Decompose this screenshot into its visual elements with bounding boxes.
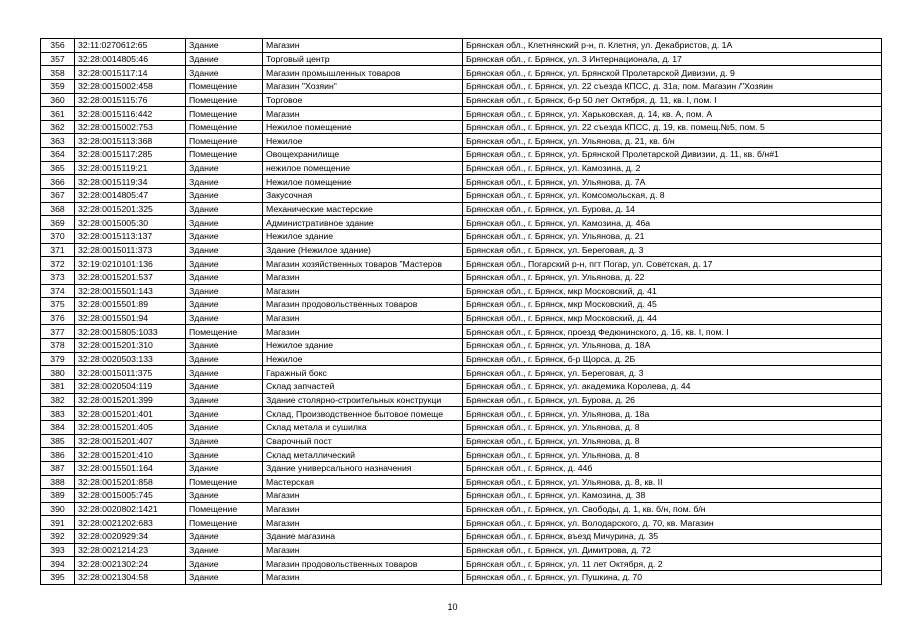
address-cell: Брянская обл., Клетнянский р-н, п. Клетня, ул. Декабристов, д. 1А [463, 39, 882, 53]
row-number-cell: 375 [41, 298, 75, 312]
cadastral-number-cell: 32:28:0015201:399 [75, 393, 186, 407]
row-number-cell: 380 [41, 366, 75, 380]
cadastral-number-cell: 32:19:0210101:136 [75, 257, 186, 271]
table-row [41, 66, 882, 80]
address-cell: Брянская обл., г. Брянск, ул. Димитрова, д. 72 [463, 543, 882, 557]
object-name-cell: Магазин [263, 311, 463, 325]
object-type-cell: Здание [186, 52, 263, 66]
address-cell: Брянская обл., г. Брянск, ул. Ульянова, д. 8, кв. II [463, 475, 882, 489]
object-name-cell: Нежилое [263, 134, 463, 148]
row-number-cell: 374 [41, 284, 75, 298]
object-type-cell: Здание [186, 189, 263, 203]
object-name-cell: Магазин [263, 107, 463, 121]
address-cell: Брянская обл., г. Брянск, ул. Ульянова, д. 22 [463, 270, 882, 284]
row-number-cell: 378 [41, 339, 75, 353]
property-register-table [40, 38, 882, 585]
object-name-cell: Магазин [263, 284, 463, 298]
object-name-cell: Магазин [263, 270, 463, 284]
object-name-cell: Магазин хозяйственных товаров "Мастеров [263, 257, 463, 271]
row-number-cell: 389 [41, 489, 75, 503]
row-number-cell: 394 [41, 557, 75, 571]
cadastral-number-cell: 32:28:0021202:683 [75, 516, 186, 530]
cadastral-number-cell: 32:28:0015201:410 [75, 448, 186, 462]
object-type-cell: Здание [186, 39, 263, 53]
row-number-cell: 358 [41, 66, 75, 80]
address-cell: Брянская обл., г. Брянск, ул. Камозина, д. 2 [463, 161, 882, 175]
table-row [41, 352, 882, 366]
object-type-cell: Здание [186, 530, 263, 544]
address-cell: Брянская обл., г. Брянск, ул. Бурова, д. 14 [463, 202, 882, 216]
cadastral-number-cell: 32:28:0015805:1033 [75, 325, 186, 339]
object-type-cell: Помещение [186, 107, 263, 121]
address-cell: Брянская обл., г. Брянск, мкр Московский, д. 44 [463, 311, 882, 325]
row-number-cell: 360 [41, 93, 75, 107]
address-cell: Брянская обл., г. Брянск, ул. Ульянова, д. 7А [463, 175, 882, 189]
cadastral-number-cell: 32:28:0014805:46 [75, 52, 186, 66]
table-row [41, 530, 882, 544]
object-type-cell: Помещение [186, 120, 263, 134]
cadastral-number-cell: 32:11:0270612:65 [75, 39, 186, 53]
row-number-cell: 356 [41, 39, 75, 53]
table-row [41, 284, 882, 298]
object-type-cell: Помещение [186, 516, 263, 530]
cadastral-number-cell: 32:28:0015113:137 [75, 229, 186, 243]
cadastral-number-cell: 32:28:0020929:34 [75, 530, 186, 544]
row-number-cell: 395 [41, 570, 75, 584]
object-name-cell: Овощехранилище [263, 148, 463, 162]
address-cell: Брянская обл., г. Брянск, мкр Московский, д. 45 [463, 298, 882, 312]
object-name-cell: Магазин [263, 516, 463, 530]
table-row [41, 434, 882, 448]
object-name-cell: Магазин промышленных товаров [263, 66, 463, 80]
address-cell: Брянская обл., г. Брянск, ул. 11 лет Октября, д. 2 [463, 557, 882, 571]
cadastral-number-cell: 32:28:0015501:94 [75, 311, 186, 325]
cadastral-number-cell: 32:28:0015201:401 [75, 407, 186, 421]
cadastral-number-cell: 32:28:0015501:89 [75, 298, 186, 312]
address-cell: Брянская обл., г. Брянск, ул. 22 съезда КПСС, д. 31а, пом. Магазин /"Хозяин [463, 79, 882, 93]
row-number-cell: 361 [41, 107, 75, 121]
table-row [41, 161, 882, 175]
table-row [41, 202, 882, 216]
row-number-cell: 379 [41, 352, 75, 366]
table-row [41, 120, 882, 134]
object-name-cell: Нежилое здание [263, 229, 463, 243]
object-type-cell: Здание [186, 489, 263, 503]
object-type-cell: Помещение [186, 134, 263, 148]
address-cell: Брянская обл., г. Брянск, ул. 3 Интернационала, д. 17 [463, 52, 882, 66]
cadastral-number-cell: 32:28:0015113:368 [75, 134, 186, 148]
row-number-cell: 382 [41, 393, 75, 407]
address-cell: Брянская обл., г. Брянск, ул. Брянской Пролетарской Дивизии, д. 9 [463, 66, 882, 80]
row-number-cell: 370 [41, 229, 75, 243]
object-name-cell: Гаражный бокс [263, 366, 463, 380]
table-row [41, 420, 882, 434]
row-number-cell: 391 [41, 516, 75, 530]
row-number-cell: 364 [41, 148, 75, 162]
table-row [41, 298, 882, 312]
table-row [41, 393, 882, 407]
object-type-cell: Здание [186, 448, 263, 462]
cadastral-number-cell: 32:28:0015501:143 [75, 284, 186, 298]
row-number-cell: 368 [41, 202, 75, 216]
row-number-cell: 386 [41, 448, 75, 462]
object-name-cell: Магазин [263, 325, 463, 339]
object-name-cell: Магазин [263, 489, 463, 503]
cadastral-number-cell: 32:28:0021302:24 [75, 557, 186, 571]
address-cell: Брянская обл., г. Брянск, ул. Свободы, д. 1, кв. б/н, пом. б/н [463, 502, 882, 516]
cadastral-number-cell: 32:28:0015201:310 [75, 339, 186, 353]
table-row [41, 448, 882, 462]
row-number-cell: 367 [41, 189, 75, 203]
table-row [41, 107, 882, 121]
row-number-cell: 357 [41, 52, 75, 66]
address-cell: Брянская обл., г. Брянск, ул. Ульянова, д. 21 [463, 229, 882, 243]
row-number-cell: 376 [41, 311, 75, 325]
address-cell: Брянская обл., г. Брянск, ул. Береговая, д. 3 [463, 366, 882, 380]
object-type-cell: Здание [186, 543, 263, 557]
row-number-cell: 388 [41, 475, 75, 489]
cadastral-number-cell: 32:28:0015119:34 [75, 175, 186, 189]
table-row [41, 502, 882, 516]
register-table-body [41, 39, 882, 585]
row-number-cell: 385 [41, 434, 75, 448]
row-number-cell: 384 [41, 420, 75, 434]
cadastral-number-cell: 32:28:0015002:458 [75, 79, 186, 93]
table-row [41, 557, 882, 571]
row-number-cell: 362 [41, 120, 75, 134]
address-cell: Брянская обл., г. Брянск, ул. Камозина, д. 46а [463, 216, 882, 230]
cadastral-number-cell: 32:28:0020802:1421 [75, 502, 186, 516]
object-type-cell: Здание [186, 461, 263, 475]
table-row [41, 339, 882, 353]
object-type-cell: Помещение [186, 325, 263, 339]
object-type-cell: Помещение [186, 502, 263, 516]
cadastral-number-cell: 32:28:0015005:30 [75, 216, 186, 230]
object-name-cell: Магазин [263, 502, 463, 516]
cadastral-number-cell: 32:28:0015201:325 [75, 202, 186, 216]
table-row [41, 543, 882, 557]
address-cell: Брянская обл., г. Брянск, ул. Береговая, д. 3 [463, 243, 882, 257]
table-row [41, 461, 882, 475]
object-type-cell: Здание [186, 570, 263, 584]
object-type-cell: Здание [186, 380, 263, 394]
object-name-cell: Нежилое [263, 352, 463, 366]
object-name-cell: Склад металлический [263, 448, 463, 462]
object-name-cell: Здание магазина [263, 530, 463, 544]
object-type-cell: Здание [186, 434, 263, 448]
cadastral-number-cell: 32:28:0015011:375 [75, 366, 186, 380]
table-row [41, 175, 882, 189]
table-row [41, 216, 882, 230]
object-type-cell: Здание [186, 270, 263, 284]
object-name-cell: Склад запчастей [263, 380, 463, 394]
table-row [41, 257, 882, 271]
cadastral-number-cell: 32:28:0015002:753 [75, 120, 186, 134]
cadastral-number-cell: 32:28:0015011:373 [75, 243, 186, 257]
object-name-cell: Склад метала и сушилка [263, 420, 463, 434]
row-number-cell: 366 [41, 175, 75, 189]
row-number-cell: 369 [41, 216, 75, 230]
object-name-cell: Здание универсального назначения [263, 461, 463, 475]
address-cell: Брянская обл., г. Брянск, ул. академика Королева, д. 44 [463, 380, 882, 394]
row-number-cell: 392 [41, 530, 75, 544]
table-row [41, 407, 882, 421]
object-type-cell: Здание [186, 229, 263, 243]
cadastral-number-cell: 32:28:0021304:58 [75, 570, 186, 584]
row-number-cell: 383 [41, 407, 75, 421]
address-cell: Брянская обл., г. Брянск, д. 44б [463, 461, 882, 475]
object-type-cell: Здание [186, 298, 263, 312]
address-cell: Брянская обл., Погарский р-н, пгт Погар, ул. Советская, д. 17 [463, 257, 882, 271]
object-name-cell: Магазин продовольственных товаров [263, 298, 463, 312]
object-type-cell: Здание [186, 352, 263, 366]
object-type-cell: Здание [186, 311, 263, 325]
object-type-cell: Здание [186, 420, 263, 434]
object-type-cell: Здание [186, 257, 263, 271]
object-type-cell: Помещение [186, 475, 263, 489]
object-type-cell: Здание [186, 175, 263, 189]
address-cell: Брянская обл., г. Брянск, ул. Ульянова, д. 8 [463, 420, 882, 434]
address-cell: Брянская обл., г. Брянск, ул. 22 съезда КПСС, д. 19, кв. помещ.№5, пом. 5 [463, 120, 882, 134]
row-number-cell: 387 [41, 461, 75, 475]
address-cell: Брянская обл., г. Брянск, ул. Пушкина, д. 70 [463, 570, 882, 584]
address-cell: Брянская обл., г. Брянск, ул. Харьковская, д. 14, кв. А, пом. А [463, 107, 882, 121]
object-name-cell: Здание столярно-строительных конструкци [263, 393, 463, 407]
object-name-cell: Склад, Производственное бытовое помеще [263, 407, 463, 421]
object-type-cell: Здание [186, 202, 263, 216]
table-row [41, 366, 882, 380]
cadastral-number-cell: 32:28:0015116:442 [75, 107, 186, 121]
address-cell: Брянская обл., г. Брянск, ул. Ульянова, д. 21, кв. б/н [463, 134, 882, 148]
address-cell: Брянская обл., г. Брянск, мкр Московский, д. 41 [463, 284, 882, 298]
object-type-cell: Помещение [186, 148, 263, 162]
object-name-cell: Магазин продовольственных товаров [263, 557, 463, 571]
cadastral-number-cell: 32:28:0020504:119 [75, 380, 186, 394]
object-name-cell: Торговое [263, 93, 463, 107]
object-name-cell: Торговый центр [263, 52, 463, 66]
address-cell: Брянская обл., г. Брянск, въезд Мичурина, д. 35 [463, 530, 882, 544]
address-cell: Брянская обл., г. Брянск, ул. Брянской Пролетарской Дивизии, д. 11, кв. б/н#1 [463, 148, 882, 162]
address-cell: Брянская обл., г. Брянск, б-р 50 лет Октября, д. 11, кв. I, пом. I [463, 93, 882, 107]
object-name-cell: Нежилое помещение [263, 120, 463, 134]
table-row [41, 489, 882, 503]
object-type-cell: Здание [186, 161, 263, 175]
object-type-cell: Здание [186, 284, 263, 298]
object-name-cell: нежилое помещение [263, 161, 463, 175]
object-type-cell: Помещение [186, 79, 263, 93]
cadastral-number-cell: 32:28:0015005:745 [75, 489, 186, 503]
table-row [41, 475, 882, 489]
cadastral-number-cell: 32:28:0020503:133 [75, 352, 186, 366]
table-row [41, 270, 882, 284]
address-cell: Брянская обл., г. Брянск, ул. Ульянова, д. 18а [463, 407, 882, 421]
object-name-cell: Мастерская [263, 475, 463, 489]
object-name-cell: Магазин [263, 543, 463, 557]
table-row [41, 325, 882, 339]
table-row [41, 39, 882, 53]
table-row [41, 243, 882, 257]
address-cell: Брянская обл., г. Брянск, б-р Щорса, д. 2Б [463, 352, 882, 366]
object-name-cell: Здание (Нежилое здание) [263, 243, 463, 257]
cadastral-number-cell: 32:28:0015501:164 [75, 461, 186, 475]
row-number-cell: 359 [41, 79, 75, 93]
cadastral-number-cell: 32:28:0015201:405 [75, 420, 186, 434]
cadastral-number-cell: 32:28:0015201:537 [75, 270, 186, 284]
object-type-cell: Здание [186, 366, 263, 380]
address-cell: Брянская обл., г. Брянск, проезд Федюнинского, д. 16, кв. I, пом. I [463, 325, 882, 339]
object-name-cell: Нежилое здание [263, 339, 463, 353]
address-cell: Брянская обл., г. Брянск, ул. Ульянова, д. 8 [463, 434, 882, 448]
row-number-cell: 381 [41, 380, 75, 394]
object-name-cell: Нежилое помещение [263, 175, 463, 189]
cadastral-number-cell: 32:28:0015201:858 [75, 475, 186, 489]
row-number-cell: 372 [41, 257, 75, 271]
object-name-cell: Механические мастерские [263, 202, 463, 216]
object-type-cell: Здание [186, 557, 263, 571]
table-row [41, 93, 882, 107]
address-cell: Брянская обл., г. Брянск, ул. Ульянова, д. 8 [463, 448, 882, 462]
table-row [41, 52, 882, 66]
object-type-cell: Здание [186, 66, 263, 80]
table-row [41, 148, 882, 162]
cadastral-number-cell: 32:28:0015201:407 [75, 434, 186, 448]
row-number-cell: 377 [41, 325, 75, 339]
address-cell: Брянская обл., г. Брянск, ул. Комсомольская, д. 8 [463, 189, 882, 203]
cadastral-number-cell: 32:28:0015119:21 [75, 161, 186, 175]
cadastral-number-cell: 32:28:0015115:76 [75, 93, 186, 107]
object-type-cell: Здание [186, 243, 263, 257]
object-type-cell: Здание [186, 407, 263, 421]
row-number-cell: 365 [41, 161, 75, 175]
object-type-cell: Здание [186, 216, 263, 230]
object-name-cell: Магазин "Хозяин" [263, 79, 463, 93]
object-name-cell: Магазин [263, 39, 463, 53]
table-row [41, 134, 882, 148]
address-cell: Брянская обл., г. Брянск, ул. Ульянова, д. 18А [463, 339, 882, 353]
address-cell: Брянская обл., г. Брянск, ул. Бурова, д. 26 [463, 393, 882, 407]
table-row [41, 229, 882, 243]
table-row [41, 311, 882, 325]
object-name-cell: Административное здание [263, 216, 463, 230]
cadastral-number-cell: 32:28:0014805:47 [75, 189, 186, 203]
cadastral-number-cell: 32:28:0021214:23 [75, 543, 186, 557]
table-row [41, 570, 882, 584]
row-number-cell: 373 [41, 270, 75, 284]
address-cell: Брянская обл., г. Брянск, ул. Володарского, д. 70, кв. Магазин [463, 516, 882, 530]
object-name-cell: Закусочная [263, 189, 463, 203]
object-name-cell: Сварочный пост [263, 434, 463, 448]
row-number-cell: 390 [41, 502, 75, 516]
row-number-cell: 393 [41, 543, 75, 557]
cadastral-number-cell: 32:28:0015117:14 [75, 66, 186, 80]
object-type-cell: Здание [186, 339, 263, 353]
cadastral-number-cell: 32:28:0015117:285 [75, 148, 186, 162]
table-row [41, 189, 882, 203]
object-name-cell: Магазин [263, 570, 463, 584]
table-row [41, 380, 882, 394]
address-cell: Брянская обл., г. Брянск, ул. Камозина, д. 38 [463, 489, 882, 503]
row-number-cell: 371 [41, 243, 75, 257]
object-type-cell: Здание [186, 393, 263, 407]
row-number-cell: 363 [41, 134, 75, 148]
page-number: 10 [447, 602, 458, 612]
table-row [41, 79, 882, 93]
object-type-cell: Помещение [186, 93, 263, 107]
table-row [41, 516, 882, 530]
